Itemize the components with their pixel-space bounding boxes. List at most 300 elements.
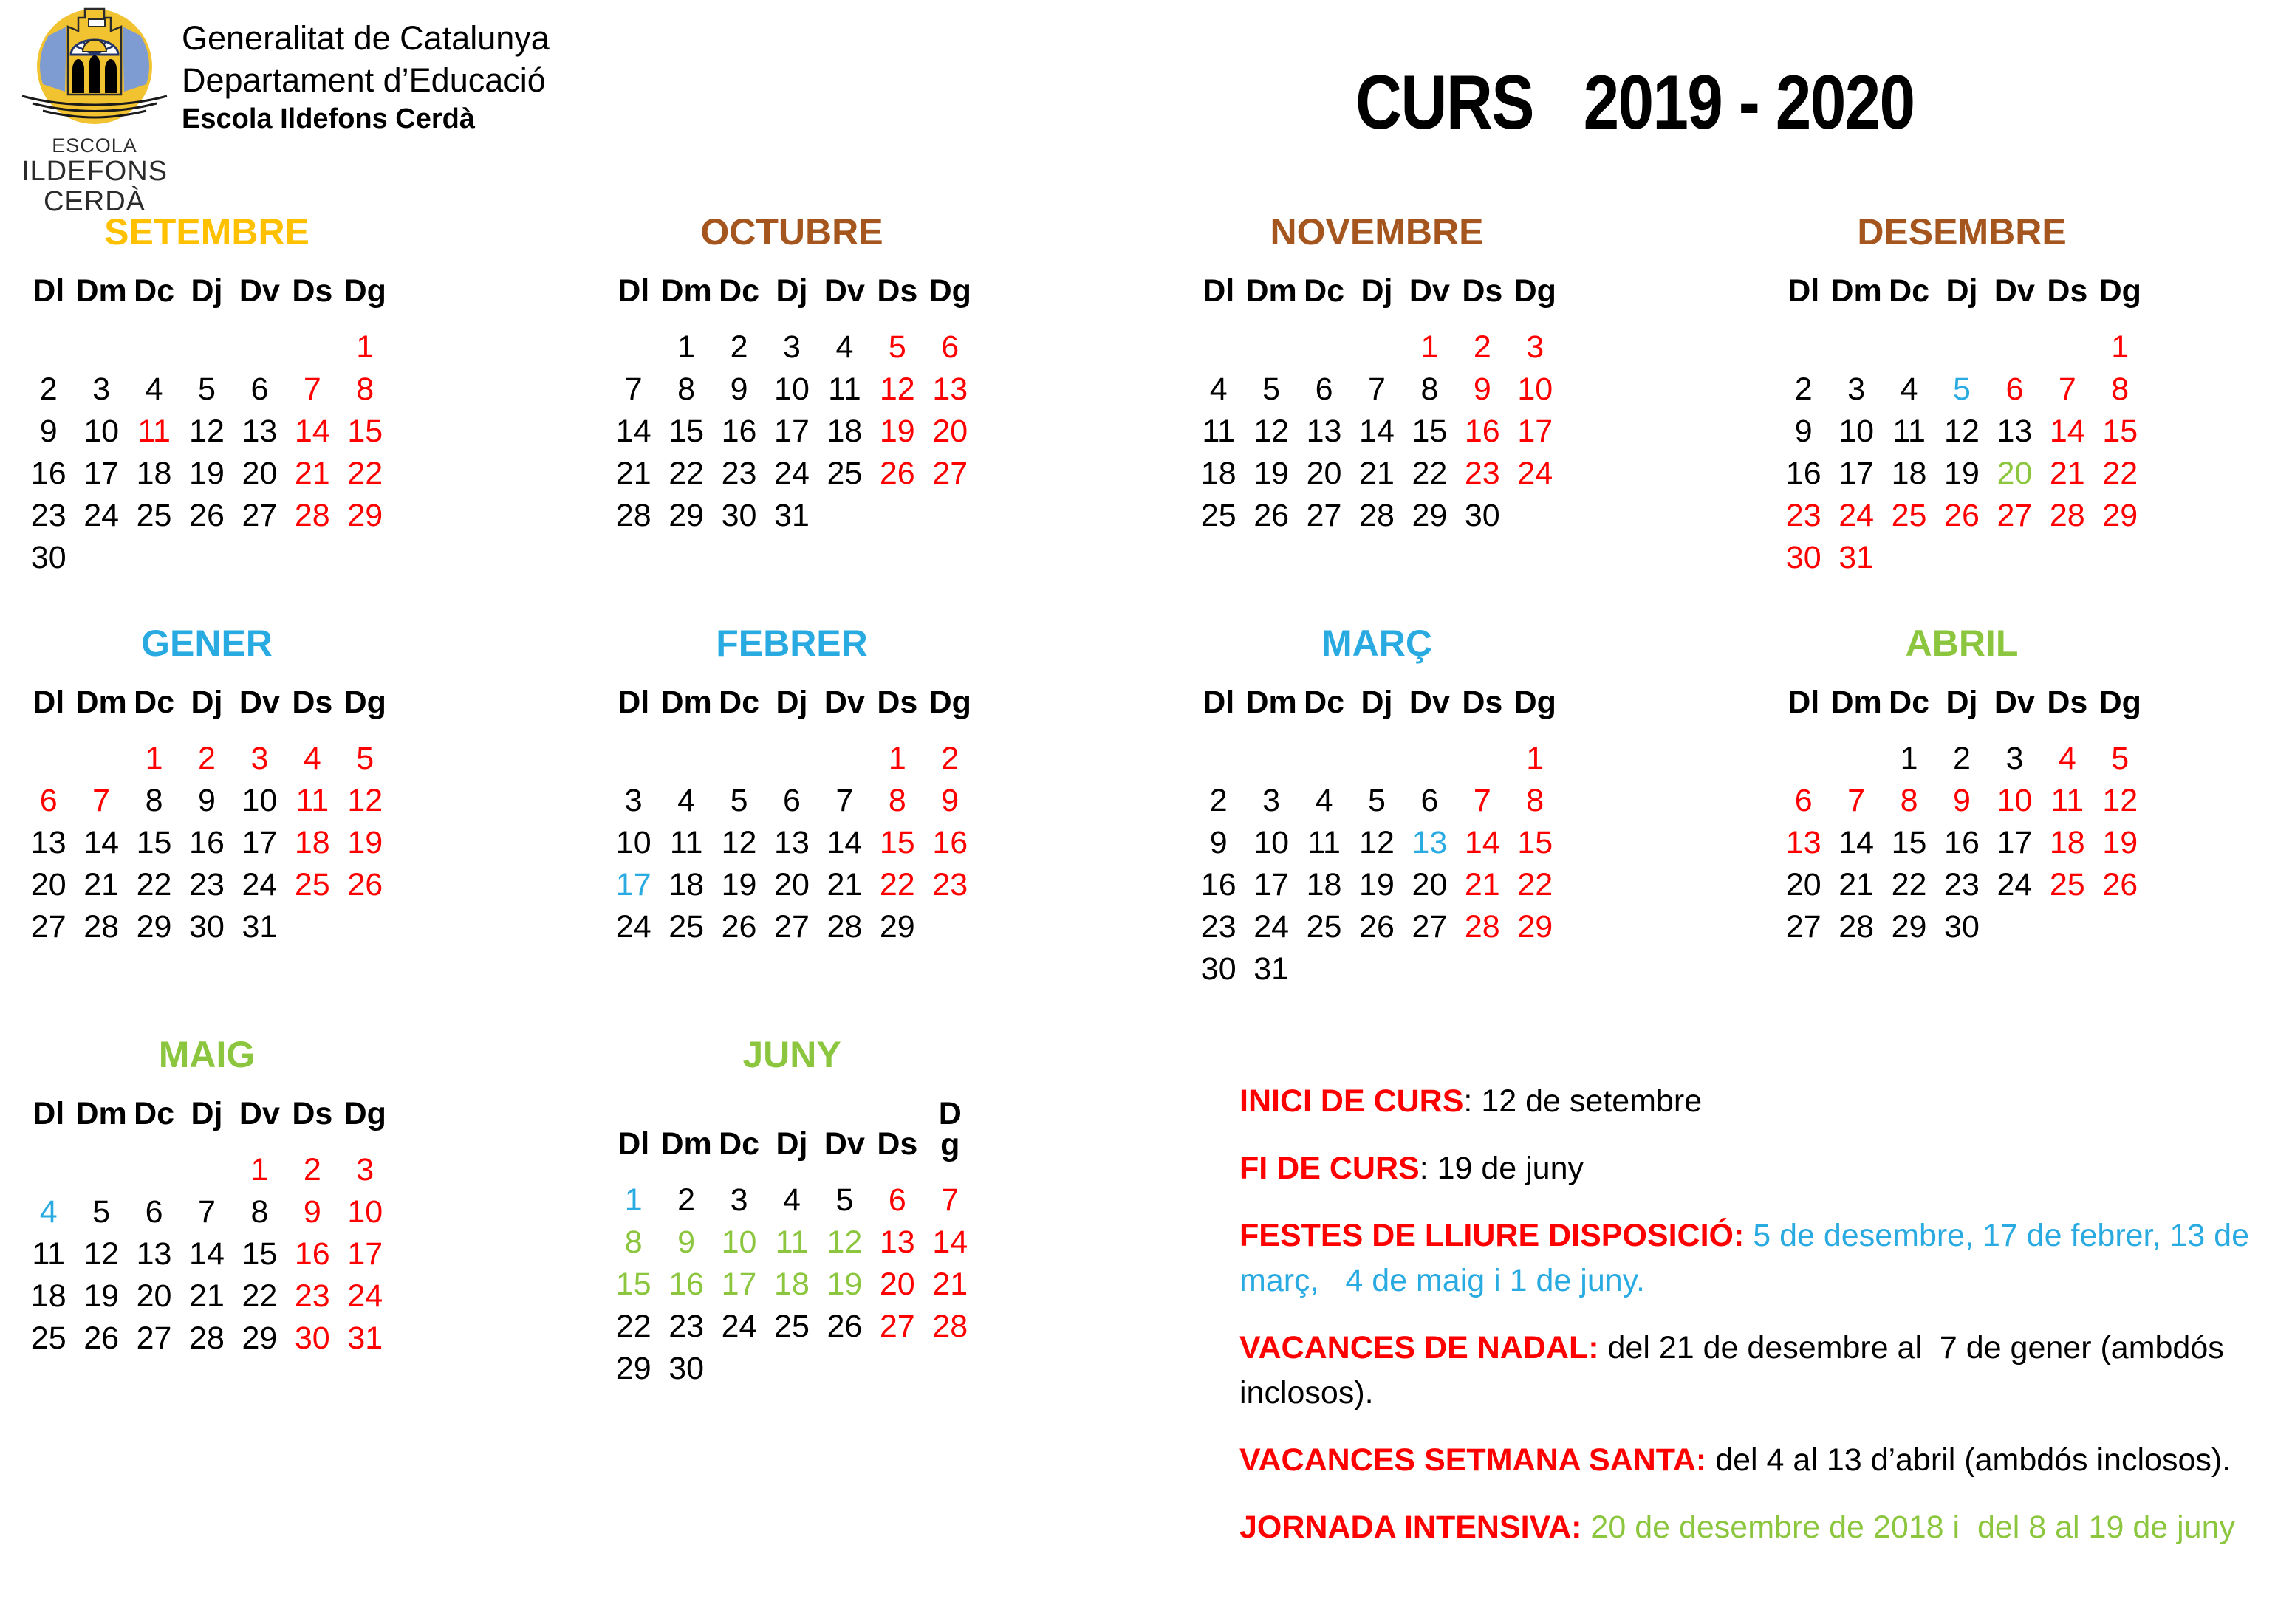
weekday-header: Dc [719,273,760,309]
day-cell: 8 [888,783,906,818]
empty-cell [75,1149,127,1191]
day-cell: 6 [1794,783,1813,818]
empty-cell [22,738,75,780]
empty-cell [713,1348,765,1390]
empty-cell [765,738,818,780]
month-abril [1777,622,2146,990]
day-cell: 10 [774,371,810,407]
legend-item [1239,1326,2272,1416]
day-cell: 14 [932,1224,968,1261]
weekday-header: Ds [877,1126,918,1162]
empty-cell [2041,537,2093,579]
empty-cell [924,1348,976,1390]
org-line-1: Generalitat de Catalunya [182,19,550,57]
day-cell: 23 [294,1278,330,1314]
day-cell: 20 [136,1278,172,1314]
month-title: OCTUBRE [700,211,883,253]
day-cell: 4 [677,783,696,818]
day-cell: 24 [347,1278,383,1314]
empty-cell [1509,495,1561,537]
month-title: DESEMBRE [1857,211,2067,253]
day-cell: 12 [189,414,225,449]
day-cell: 24 [615,909,651,945]
day-cell: 15 [2102,414,2138,449]
day-cell: 6 [250,371,269,407]
empty-cell [871,495,923,537]
day-cell: 26 [1253,498,1290,533]
day-cell: 22 [1891,867,1927,902]
empty-cell [818,738,871,780]
empty-cell [2094,537,2146,579]
day-cell: 30 [1464,498,1500,533]
day-cell: 9 [1473,371,1491,407]
org-line-2: Departament d’Educació [182,61,546,99]
day-cell: 26 [1944,498,1980,533]
day-cell: 13 [1997,414,2033,449]
weekday-header: Dm [660,685,712,720]
weekday-header: Dc [1304,273,1345,309]
day-cell: 23 [30,498,66,533]
weekday-header: Ds [2047,273,2088,309]
day-cell: 27 [242,498,278,533]
day-cell: 30 [668,1351,705,1387]
legend-value: : 12 de setembre [1463,1083,1703,1119]
legend-label: JORNADA INTENSIVA: [1239,1510,1582,1546]
day-cell: 25 [30,1320,66,1356]
day-cell: 6 [941,329,959,365]
day-cell: 22 [879,867,915,902]
empty-cell [286,906,338,948]
weekday-header: Dv [239,685,280,720]
empty-cell [1935,326,1988,369]
weekday-header: Dj [191,1096,223,1131]
day-cell: 15 [1412,414,1448,449]
day-cell: 2 [1953,741,1971,776]
day-cell: 25 [294,867,330,902]
weekday-header: D g [938,1096,962,1163]
weekday-header: Dg [2098,685,2141,720]
day-cell: 8 [250,1194,269,1230]
day-cell: 31 [347,1320,383,1356]
empty-cell [1245,738,1297,780]
weekday-header: Dc [1889,273,1930,309]
day-cell: 2 [303,1152,321,1188]
day-cell: 12 [347,783,383,818]
day-cell: 20 [879,1267,915,1303]
weekday-header: Dj [1946,685,1978,720]
day-cell: 30 [30,540,66,575]
day-cell: 11 [295,783,329,818]
weekday-header: Dj [1946,273,1978,309]
day-cell: 19 [721,867,757,902]
day-cell: 24 [1517,456,1553,491]
day-cell: 13 [242,414,278,449]
day-cell: 8 [2111,371,2129,407]
day-cell: 7 [92,783,111,818]
day-cell: 16 [1785,456,1821,491]
weekday-header: Dv [824,685,865,720]
day-cell: 17 [242,825,278,860]
month-maig [22,1033,391,1572]
day-cell: 3 [730,1182,748,1219]
day-cell: 1 [1420,329,1439,365]
month-title: MARÇ [1321,623,1432,664]
day-cell: 1 [624,1182,643,1219]
day-cell: 14 [615,414,651,449]
day-cell: 18 [2049,825,2085,860]
empty-cell [75,738,127,780]
day-cell: 5 [198,371,216,407]
day-cell: 27 [932,456,968,491]
day-cell: 4 [783,1182,801,1219]
empty-cell [1403,738,1456,780]
empty-cell [2041,326,2093,369]
day-cell: 12 [827,1224,863,1261]
day-cell: 8 [356,371,374,407]
day-cell: 17 [774,414,810,449]
day-cell: 19 [83,1278,120,1314]
day-cell: 26 [83,1320,120,1356]
day-cell: 13 [879,1224,915,1261]
weekday-header: Dj [1361,685,1393,720]
day-cell: 4 [39,1194,58,1230]
empty-cell [339,537,391,579]
weekday-header: Dc [1304,685,1345,720]
day-cell: 3 [783,329,801,365]
calendar-table [1777,275,2146,579]
calendar-table [607,687,976,948]
day-cell: 7 [2058,371,2076,407]
weekday-header: Dv [1994,273,2035,309]
legend-value: del 4 al 13 d’abril (ambdós inclosos). [1706,1442,2231,1479]
day-cell: 10 [1838,414,1875,449]
day-cell: 14 [2049,414,2085,449]
day-cell: 9 [1953,783,1971,818]
day-cell: 19 [827,1267,863,1303]
day-cell: 30 [1200,951,1236,987]
empty-cell [1935,537,1988,579]
day-cell: 13 [1785,825,1821,860]
day-cell: 1 [356,329,374,365]
weekday-header: Ds [292,273,333,309]
day-cell: 27 [1785,909,1821,945]
day-cell: 17 [615,867,651,902]
day-cell: 10 [83,414,120,449]
weekday-header: Dg [928,273,971,309]
weekday-header: Dv [824,1126,865,1162]
day-cell: 4 [2058,741,2076,776]
weekday-header: Dl [618,273,650,309]
day-cell: 29 [879,909,915,945]
day-cell: 2 [941,741,959,776]
day-cell: 14 [1838,825,1875,860]
day-cell: 28 [1359,498,1395,533]
day-cell: 16 [294,1236,330,1272]
day-cell: 9 [198,783,216,818]
weekday-header: Dv [239,1096,280,1131]
day-cell: 26 [827,1309,863,1345]
empty-cell [1883,537,1935,579]
day-cell: 16 [721,414,757,449]
day-cell: 8 [624,1224,643,1261]
empty-cell [1777,326,1830,369]
day-cell: 16 [1464,414,1500,449]
weekday-header: Ds [1462,273,1503,309]
day-cell: 13 [932,371,968,407]
legend-label: VACANCES DE NADAL: [1239,1330,1599,1366]
day-cell: 22 [242,1278,278,1314]
day-cell: 6 [783,783,801,818]
empty-cell [1298,326,1350,369]
weekday-header: Dg [343,1096,386,1131]
legend-label: INICI DE CURS [1239,1083,1464,1119]
day-cell: 26 [1359,909,1395,945]
day-cell: 11 [2050,783,2084,818]
weekday-header: Dc [134,1096,175,1131]
day-cell: 9 [39,414,58,449]
month-title: ABRIL [1905,623,2019,664]
day-cell: 20 [1997,456,2033,491]
day-cell: 11 [137,414,171,449]
day-cell: 24 [721,1309,757,1345]
weekday-header: Dl [1203,273,1235,309]
day-cell: 13 [136,1236,172,1272]
weekday-header: Dl [33,1096,65,1131]
weekday-header: Dv [824,273,865,309]
day-cell: 12 [2102,783,2138,818]
day-cell: 22 [136,867,172,902]
day-cell: 30 [721,498,757,533]
empty-cell [1988,326,2041,369]
month-juny [607,1033,976,1572]
empty-cell [924,906,976,948]
empty-cell [1456,738,1508,780]
month-gener [22,622,391,990]
day-cell: 29 [1891,909,1927,945]
day-cell: 9 [1794,414,1813,449]
day-cell: 29 [1517,909,1553,945]
weekday-header: Dl [33,685,65,720]
empty-cell [128,326,180,369]
day-cell: 21 [1838,867,1875,902]
day-cell: 29 [1412,498,1448,533]
day-cell: 28 [83,909,120,945]
weekday-header: Ds [877,273,918,309]
day-cell: 16 [1944,825,1980,860]
empty-cell [1988,906,2041,948]
logo-caption-line: ILDEFONS [21,156,168,188]
day-cell: 13 [1412,825,1448,860]
legend-value: del 21 de desembre al 7 de gener (ambdós inclosos). [1239,1330,2233,1411]
weekday-header: Dg [2098,273,2141,309]
day-cell: 25 [2049,867,2085,902]
calendar-table [22,275,391,579]
day-cell: 18 [1306,867,1342,902]
day-cell: 17 [721,1267,757,1303]
day-cell: 9 [677,1224,696,1261]
day-cell: 23 [1200,909,1236,945]
day-cell: 28 [615,498,651,533]
day-cell: 14 [1359,414,1395,449]
legend-item [1239,1505,2272,1550]
day-cell: 27 [774,909,810,945]
day-cell: 18 [827,414,863,449]
empty-cell [1350,738,1403,780]
weekday-header: Dc [1889,685,1930,720]
weekday-header: Dm [75,1096,127,1131]
day-cell: 28 [189,1320,225,1356]
legend-value: : 19 de juny [1419,1151,1584,1187]
empty-cell [818,495,871,537]
weekday-header: Dl [618,1126,650,1162]
weekday-header: Ds [292,1096,333,1131]
day-cell: 24 [1838,498,1875,533]
month-title: NOVEMBRE [1270,211,1484,253]
month-octubre [607,210,976,579]
day-cell: 29 [668,498,705,533]
empty-cell [2094,906,2146,948]
empty-cell [607,326,660,369]
empty-cell [1403,948,1456,990]
day-cell: 1 [145,741,163,776]
legend-label: FI DE CURS [1239,1151,1420,1187]
day-cell: 29 [347,498,383,533]
day-cell: 29 [2102,498,2138,533]
day-cell: 9 [941,783,959,818]
day-cell: 17 [1838,456,1875,491]
month-febrer [607,622,976,990]
day-cell: 6 [888,1182,906,1219]
day-cell: 14 [189,1236,225,1272]
day-cell: 4 [1900,371,1918,407]
empty-cell [1456,948,1508,990]
day-cell: 11 [669,825,703,860]
day-cell: 18 [1200,456,1236,491]
day-cell: 6 [2005,371,2024,407]
day-cell: 6 [145,1194,163,1230]
day-cell: 8 [145,783,163,818]
day-cell: 3 [92,371,111,407]
empty-cell [128,537,180,579]
day-cell: 2 [39,371,58,407]
weekday-header: Dc [134,273,175,309]
day-cell: 21 [615,456,651,491]
day-cell: 30 [1785,540,1821,575]
day-cell: 16 [932,825,968,860]
day-cell: 18 [30,1278,66,1314]
day-cell: 12 [1253,414,1290,449]
weekday-header: Dm [1830,273,1882,309]
weekday-header: Dg [1513,685,1556,720]
day-cell: 13 [30,825,66,860]
day-cell: 12 [721,825,757,860]
empty-cell [75,537,127,579]
calendar-table [22,1098,391,1360]
day-cell: 25 [1891,498,1927,533]
weekday-header: Dm [1245,685,1297,720]
day-cell: 11 [1307,825,1341,860]
empty-cell [22,1149,75,1191]
day-cell: 23 [668,1309,705,1345]
day-cell: 15 [1891,825,1927,860]
day-cell: 3 [624,783,643,818]
day-cell: 31 [1253,951,1290,987]
day-cell: 5 [1368,783,1386,818]
weekday-header: Dj [776,1126,808,1162]
day-cell: 7 [198,1194,216,1230]
day-cell: 20 [774,867,810,902]
logo-caption-line: ESCOLA [52,134,137,157]
day-cell: 23 [721,456,757,491]
day-cell: 20 [242,456,278,491]
day-cell: 3 [1847,371,1866,407]
day-cell: 19 [1944,456,1980,491]
day-cell: 27 [1997,498,2033,533]
month-setembre [22,210,391,579]
legend-item [1239,1146,2272,1191]
weekday-header: Dg [343,685,386,720]
day-cell: 14 [294,414,330,449]
day-cell: 25 [827,456,863,491]
day-cell: 28 [1838,909,1875,945]
school-logo [18,6,171,217]
day-cell: 20 [932,414,968,449]
month-title: MAIG [158,1034,256,1075]
empty-cell [286,537,338,579]
legend-label: VACANCES SETMANA SANTA: [1239,1442,1707,1479]
weekday-header: Dm [1830,685,1882,720]
day-cell: 29 [242,1320,278,1356]
day-cell: 23 [932,867,968,902]
day-cell: 7 [835,783,854,818]
empty-cell [713,738,765,780]
day-cell: 27 [30,909,66,945]
logo-caption-line: CERDÀ [43,186,146,218]
day-cell: 5 [888,329,906,365]
day-cell: 29 [615,1351,651,1387]
empty-cell [607,738,660,780]
weekday-header: Dj [776,685,808,720]
day-cell: 11 [1202,414,1236,449]
empty-cell [871,1348,923,1390]
brand-block [18,6,550,217]
day-cell: 27 [879,1309,915,1345]
day-cell: 24 [774,456,810,491]
day-cell: 26 [347,867,383,902]
day-cell: 30 [1944,909,1980,945]
legend-value: 20 de desembre de 2018 i del 8 al 19 de juny [1581,1510,2235,1546]
empty-cell [1883,326,1935,369]
empty-cell [924,495,976,537]
day-cell: 22 [1517,867,1553,902]
month-title: SETEMBRE [104,211,309,253]
day-cell: 15 [242,1236,278,1272]
calendar-table [1192,687,1561,990]
day-cell: 1 [250,1152,269,1188]
calendar-table [607,275,976,537]
empty-cell [180,537,233,579]
calendar-table [22,687,391,948]
day-cell: 5 [356,741,374,776]
weekday-header: Ds [2047,685,2088,720]
weekday-header: Dm [660,273,712,309]
calendar-table [1777,687,2146,948]
day-cell: 27 [1412,909,1448,945]
empty-cell [1988,537,2041,579]
day-cell: 10 [721,1224,757,1261]
empty-cell [1298,738,1350,780]
day-cell: 19 [1253,456,1290,491]
